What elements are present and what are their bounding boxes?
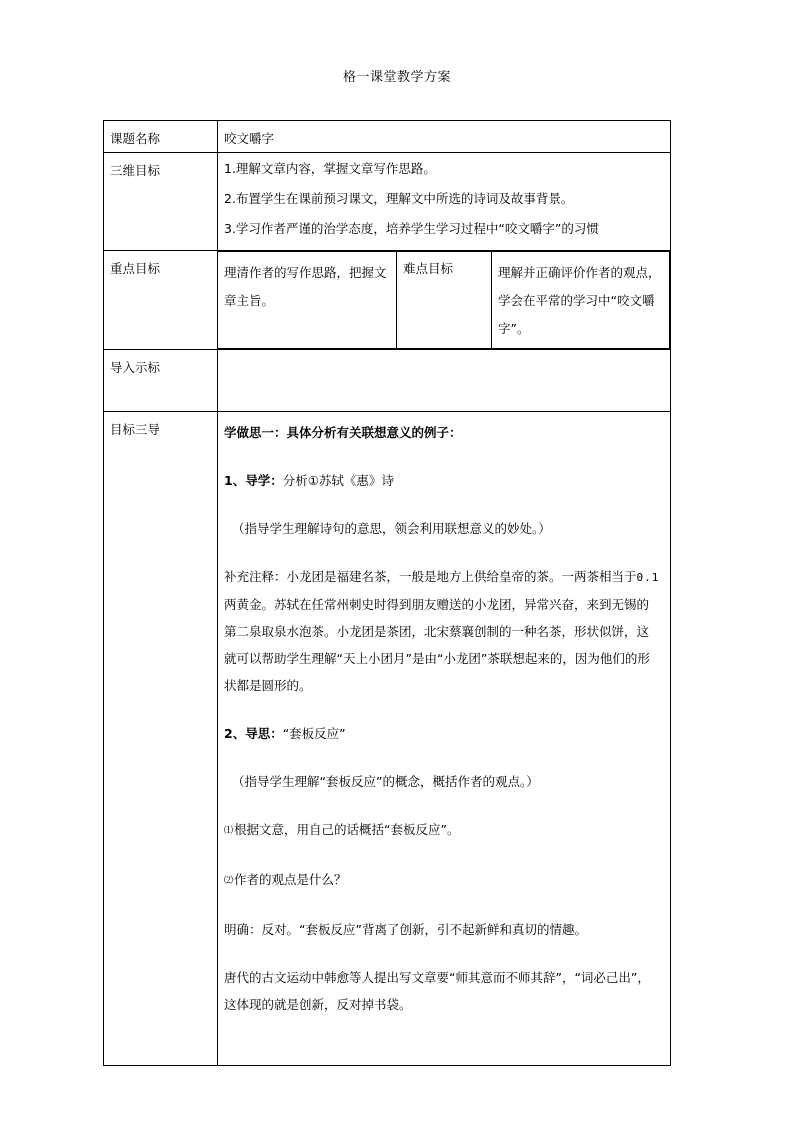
question-1-text: 根据文意，用自己的话概括“套板反应”。 (234, 822, 460, 837)
question-2-text: 作者的观点是什么？ (234, 872, 347, 887)
step-2-guide: （指导学生理解“套板反应”的概念，概括作者的观点。） (232, 774, 539, 789)
main-label-cell (104, 412, 218, 1066)
goal-item: 2.布置学生在课前预习课文，理解文中所选的诗词及故事背景。 (224, 191, 574, 206)
key-value-cell (218, 251, 671, 350)
supplement-note (224, 563, 660, 699)
goals-label-cell (104, 153, 218, 251)
question-1 (224, 816, 660, 845)
intro-label-cell (104, 350, 218, 412)
question-1-mark: ⑴ (224, 826, 234, 836)
goals-value-cell (218, 153, 671, 251)
step-2-text: “套板反应” (282, 726, 346, 741)
goals-row (104, 153, 671, 251)
page-title: 格一课堂教学方案 (342, 70, 451, 85)
step-1-guide: （指导学生理解诗句的意思，领会利用联想意义的妙处。） (232, 521, 551, 536)
key-value: 理清作者的写作思路，把握文章主旨。 (218, 252, 397, 349)
goals-list (218, 153, 670, 250)
main-row (104, 412, 671, 1066)
topic-label-cell (104, 121, 218, 153)
main-label: 目标三导 (110, 422, 161, 437)
question-2 (224, 866, 660, 895)
difficulty-label: 难点目标 (397, 252, 492, 349)
intro-label: 导入示标 (110, 360, 161, 375)
goal-item: 3.学习作者严谨的治学态度，培养学生学习过程中“咬文嚼字”的习惯 (224, 221, 599, 236)
topic-row (104, 121, 671, 153)
note-text-a: 补充注释：小龙团是福建名茶，一般是地方上供给皇帝的茶。一两茶相当于 (224, 569, 637, 584)
step-1 (224, 467, 660, 494)
step-1-prefix: 1、导学： (224, 473, 283, 488)
difficulty-value: 理解并正确评价作者的观点，学会在平常的学习中“咬文嚼字”。 (492, 252, 670, 349)
topic-value: 咬文嚼字 (224, 131, 275, 146)
answer-text: 明确：反对。“套板反应”背离了创新，引不起新鲜和真切的情趣。 (224, 922, 587, 937)
key-inner-table (218, 251, 670, 349)
note-number: 0.1 (636, 571, 660, 584)
goal-item: 1.理解文章内容，掌握文章写作思路。 (224, 161, 436, 176)
lesson-plan-table (103, 120, 671, 1066)
main-content (218, 412, 670, 1018)
topic-value-cell (218, 121, 671, 153)
section-heading: 学做思一：具体分析有关联想意义的例子： (224, 425, 462, 440)
topic-label: 课题名称 (110, 131, 161, 146)
intro-value-cell (218, 350, 671, 412)
main-content-cell (218, 412, 671, 1066)
key-label: 重点目标 (110, 261, 161, 276)
step-1-text: 分析①苏轼《惠》诗 (282, 473, 394, 488)
step-2 (224, 720, 660, 747)
question-2-mark: ⑵ (224, 876, 234, 886)
goals-label: 三维目标 (110, 163, 161, 178)
intro-row (104, 350, 671, 412)
closing-paragraph: 唐代的古文运动中韩愈等人提出写文章要“师其意而不师其辞”，“词必己出”，这体现的就是创新，反对掉书袋。 (224, 970, 650, 1012)
note-text-b: 两黄金。苏轼在任常州刺史时得到朋友赠送的小龙团，异常兴奋，来到无锡的第二泉取泉水泡茶。小龙团是茶团，北宋蔡襄创制的一种名茶，形状似饼，这就可以帮助学生理解“天上小团月”是由“小龙团”茶联想起来的，因为他们的形状都是圆形的。 (224, 597, 650, 693)
key-row (104, 251, 671, 350)
step-2-prefix: 2、导思： (224, 726, 283, 741)
key-label-cell (104, 251, 218, 350)
